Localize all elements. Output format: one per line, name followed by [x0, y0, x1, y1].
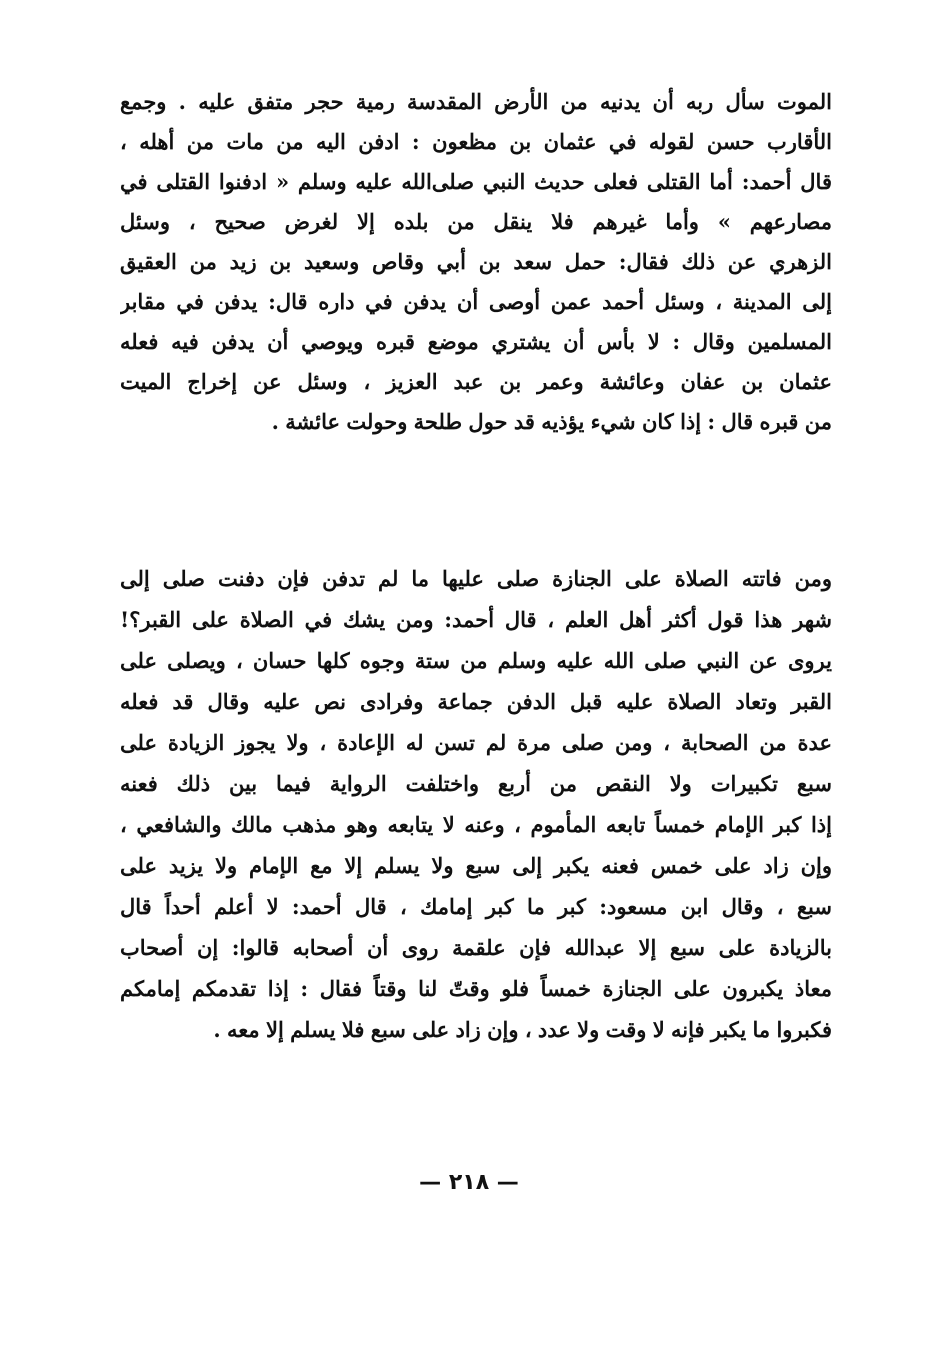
text-line: الموت سأل ربه أن يدنيه من الأرض المقدسة رمية حجر متفق عليه . وجمع: [120, 89, 832, 114]
paragraph-2: [120, 558, 832, 1050]
text-line: بالزيادة على سبع إلا عبدالله فإن علقمة روى أن أصحابه قالوا: إن أصحاب: [120, 935, 832, 960]
text-line: سبع تكبيرات ولا النقص من أربع واختلفت الرواية فيما بين ذلك فعنه: [120, 771, 832, 796]
text-line: شهر هذا قول أكثر أهل العلم ، قال أحمد: ومن يشك في الصلاة على القبر؟!: [120, 607, 832, 632]
text-line: المسلمين وقال : لا بأس أن يشتري موضع قبره ويوصي أن يدفن فيه فعله: [120, 329, 832, 354]
page-number: — ٢١٨ —: [419, 1170, 519, 1195]
text-line: القبر وتعاد الصلاة عليه قبل الدفن جماعة وفرادى نص عليه وقال قد فعله: [120, 689, 832, 714]
text-line: مصارعهم » وأما غيرهم فلا ينقل من بلده إلا لغرض صحيح ، وسئل: [120, 209, 832, 234]
text-line: الزهري عن ذلك فقال: حمل سعد بن أبي وقاص وسعيد بن زيد من العقيق: [120, 249, 832, 274]
text-line: عثمان بن عفان وعائشة وعمر بن عبد العزيز ، وسئل عن إخراج الميت: [120, 369, 832, 394]
text-line: من قبره قال : إذا كان شيء يؤذيه قد حول طلحة وحولت عائشة .: [271, 409, 832, 434]
text-line: الأقارب حسن لقوله في عثمان بن مظعون : ادفن اليه من مات من أهله ،: [120, 129, 832, 154]
text-line: إلى المدينة ، وسئل أحمد عمن أوصى أن يدفن في داره قال: يدفن في مقابر: [120, 289, 832, 314]
text-line: يروى عن النبي صلى الله عليه وسلم من ستة وجوه كلها حسان ، ويصلى على: [120, 648, 832, 673]
text-line: معاذ يكبرون على الجنازة خمساً فلو وقتّ لنا وقتاً فقال : إذا تقدمكم إمامكم: [120, 976, 832, 1001]
text-line: إذا كبر الإمام خمساً تابعه المأموم ، وعنه لا يتابعه وهو مذهب مالك والشافعي ،: [120, 812, 832, 837]
text-line: قال أحمد: أما القتلى فعلى حديث النبي صلى‌الله عليه وسلم « ادفنوا القتلى في: [120, 169, 832, 194]
text-line: عدة من الصحابة ، ومن صلى مرة لم تسن له الإعادة ، ولا يجوز الزيادة على: [120, 730, 832, 755]
text-line: سبع ، وقال ابن مسعود: كبر ما كبر إمامك ، قال أحمد: لا أعلم أحداً قال: [120, 894, 832, 919]
paragraph-1: [120, 82, 832, 442]
text-line: وإن زاد على خمس فعنه يكبر إلى سبع ولا يسلم إلا مع الإمام ولا يزيد على: [120, 853, 832, 878]
text-line: فكبروا ما يكبر فإنه لا وقت ولا عدد ، وإن زاد على سبع فلا يسلم إلا معه .: [213, 1017, 832, 1042]
text-line: ومن فاتته الصلاة على الجنازة صلى عليها ما لم تدفن فإن دفنت صلى إلى: [120, 566, 832, 591]
